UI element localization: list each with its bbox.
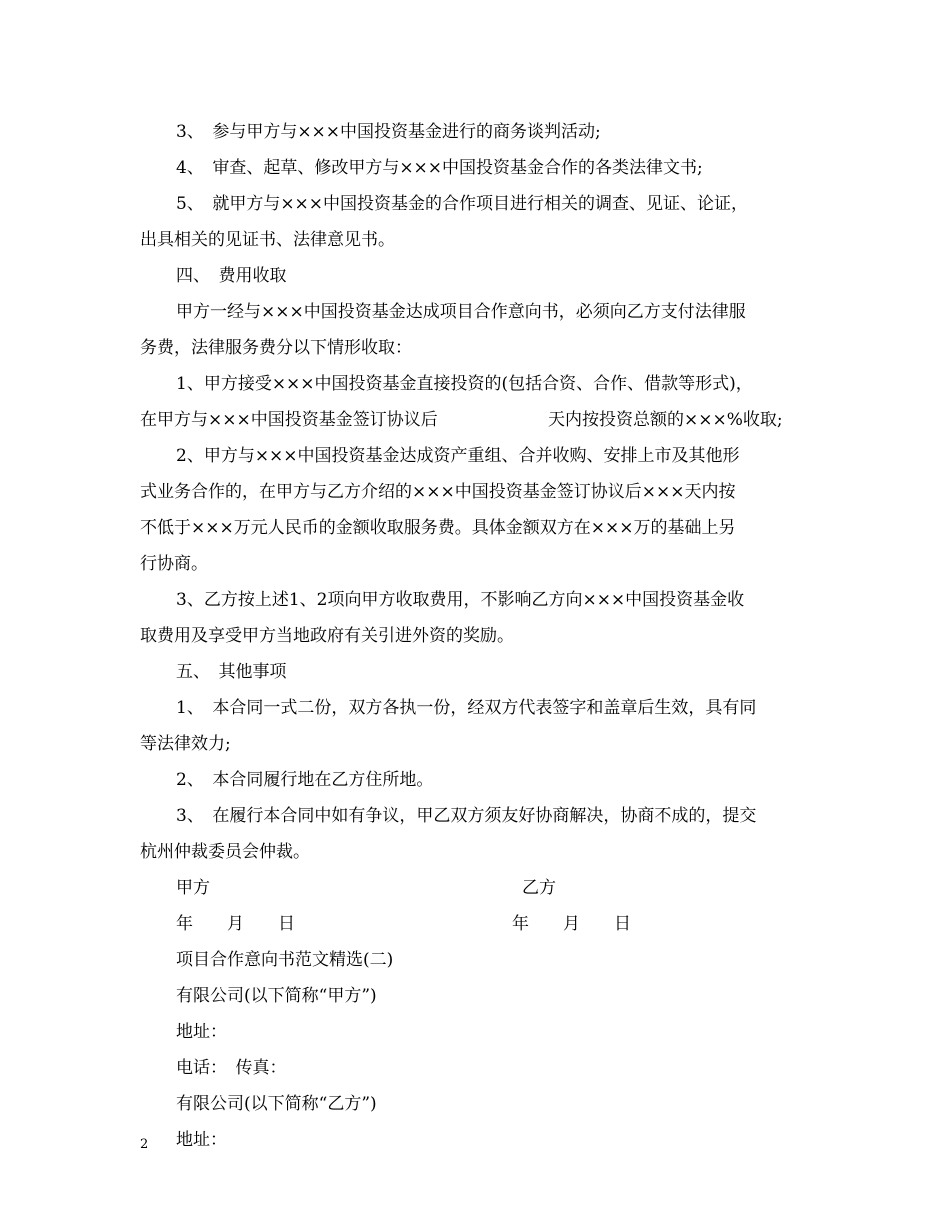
party-a-date: 年 月 日	[176, 914, 295, 934]
fee-item-2-continuation-3: 行协商。	[140, 554, 208, 574]
other-item-3-continuation: 杭州仲裁委员会仲裁。	[140, 842, 310, 862]
fee-intro-line: 甲方一经与×××中国投资基金达成项目合作意向书，必须向乙方支付法律服	[176, 302, 746, 322]
fee-item-1-continuation-a: 在甲方与×××中国投资基金签订协议后	[140, 410, 438, 430]
clause-3-line: 3、 参与甲方与×××中国投资基金进行的商务谈判活动;	[176, 122, 601, 142]
fee-item-2-continuation-2: 不低于×××万元人民币的金额收取服务费。具体金额双方在×××万的基础上另	[140, 518, 736, 538]
clause-5-line: 5、 就甲方与×××中国投资基金的合作项目进行相关的调查、见证、论证，	[176, 194, 749, 214]
party-a-company: 有限公司(以下简称“甲方”)	[176, 986, 377, 1006]
clause-4-line: 4、 审查、起草、修改甲方与×××中国投资基金合作的各类法律文书;	[176, 158, 703, 178]
fee-item-1-continuation-b: 天内按投资总额的×××%收取;	[548, 410, 783, 430]
party-b-company: 有限公司(以下简称“乙方”)	[176, 1094, 377, 1114]
fee-item-3-continuation: 取费用及享受甲方当地政府有关引进外资的奖励。	[140, 626, 514, 646]
clause-5-continuation: 出具相关的见证书、法律意见书。	[140, 230, 395, 250]
party-a-address: 地址：	[176, 1022, 227, 1042]
party-b-address: 地址：	[176, 1130, 227, 1150]
page-number: 2	[140, 1137, 149, 1152]
other-item-1-continuation: 等法律效力;	[140, 734, 231, 754]
party-a-signature-label: 甲方	[176, 878, 210, 898]
fee-item-3-line: 3、乙方按上述1、2项向甲方收取费用，不影响乙方向×××中国投资基金收	[176, 590, 745, 610]
fee-item-2-continuation-1: 式业务合作的，在甲方与乙方介绍的×××中国投资基金签订协议后×××天内按	[140, 482, 736, 502]
party-b-signature-label: 乙方	[522, 878, 556, 898]
other-item-1-line: 1、 本合同一式二份，双方各执一份，经双方代表签字和盖章后生效，具有同	[176, 698, 757, 718]
other-item-2-line: 2、 本合同履行地在乙方住所地。	[176, 770, 434, 790]
section-4-heading: 四、 费用收取	[176, 266, 287, 286]
second-template-title: 项目合作意向书范文精选(二)	[176, 950, 394, 970]
section-5-heading: 五、 其他事项	[176, 662, 287, 682]
party-b-date: 年 月 日	[512, 914, 631, 934]
fee-intro-continuation: 务费，法律服务费分以下情形收取：	[140, 338, 412, 358]
fee-item-1-line: 1、甲方接受×××中国投资基金直接投资的(包括合资、合作、借款等形式)，	[176, 374, 753, 394]
fee-item-2-line: 2、甲方与×××中国投资基金达成资产重组、合并收购、安排上市及其他形	[176, 446, 740, 466]
party-a-phone-fax: 电话： 传真：	[176, 1058, 287, 1078]
other-item-3-line: 3、 在履行本合同中如有争议，甲乙双方须友好协商解决，协商不成的，提交	[176, 806, 757, 826]
